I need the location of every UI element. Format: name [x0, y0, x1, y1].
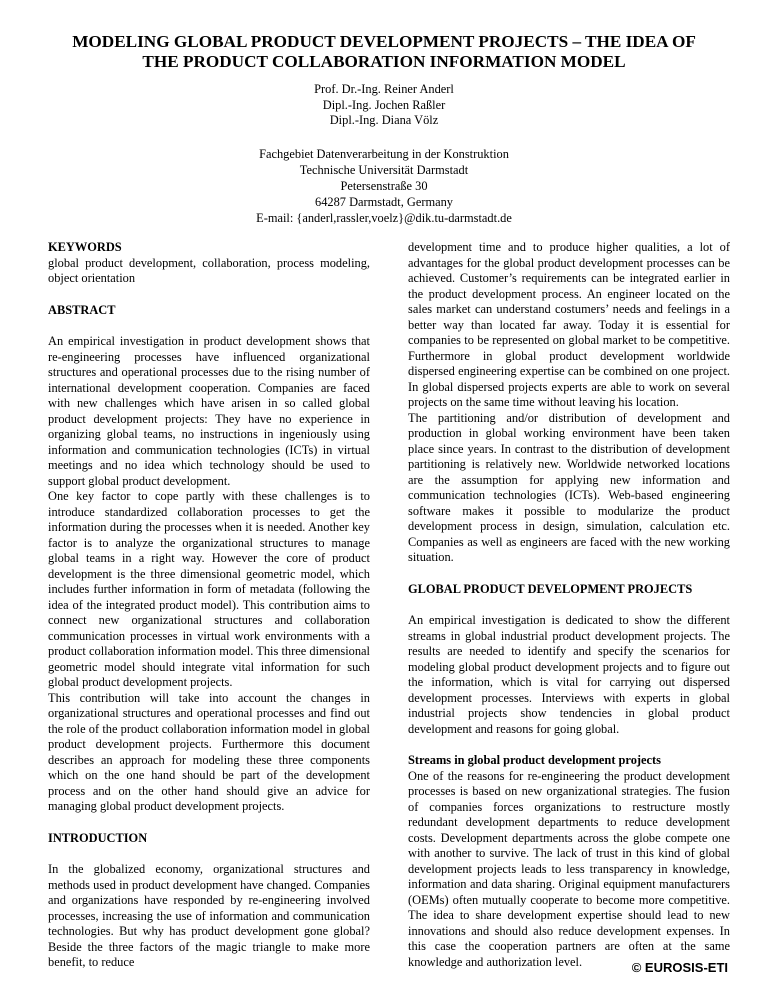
streams-subheading: Streams in global product development projects — [408, 753, 661, 767]
affiliation-dept: Fachgebiet Datenverarbeitung in der Konstruktion — [259, 147, 509, 161]
abstract-paragraph-1: An empirical investigation in product development shows that re-engineering processes have influenced organizational structures and operational processes due to the rising number of international development cooperation. Companies are faced with new challenges which have arisen in so called global product development projects: They have no experience in organizing global teams, no instructions in ingeniously using information and communication technologies (ICTs) in virtual meetings and no idea which technology should be used to support global product development. — [48, 334, 370, 488]
keywords-text: global product development, collaboration, process modeling, object orientation — [48, 255, 370, 285]
affiliation-email: E-mail: {anderl,rassler,voelz}@dik.tu-darmstadt.de — [256, 211, 512, 225]
abstract-paragraph-2: One key factor to cope partly with these challenges is to introduce standardized collaboration processes to get the information during the processes when it is needed. Another key factor is to analyze the organizational structures to manage global teams in a right way. However the core of product development is the three dimensional geometric model, which includes further information in form of metadata (following the idea of the integrated product model). This contribution aims to connect new organizational structures and collaboration communication processes in virtual work environments with a product collaboration information model. This three dimensional geometric model should integrate vital information for such global product development projects. — [48, 489, 370, 689]
author-1: Prof. Dr.-Ing. Reiner Anderl — [314, 82, 454, 96]
affiliation-city: 64287 Darmstadt, Germany — [315, 195, 453, 209]
introduction-paragraph-3: The partitioning and/or distribution of development and production in global working environment have been taken place since years. In contrast to the distribution of development partitioning is relatively new. Worldwide networked locations are the assumption for applying new information and communication technologies (ICTs). Web-based engineering software makes it possible to modularize the product development process in design, simulation, calculation etc. Companies as well as engineers are faced with the new working situation. — [408, 410, 730, 564]
gpdp-heading: GLOBAL PRODUCT DEVELOPMENT PROJECTS — [408, 581, 693, 596]
right-column — [408, 240, 730, 970]
affiliation-university: Technische Universität Darmstadt — [299, 163, 469, 177]
author-3: Dipl.-Ing. Diana Völz — [329, 113, 439, 127]
paper-title — [40, 32, 728, 72]
abstract-heading: ABSTRACT — [48, 302, 116, 317]
introduction-heading: INTRODUCTION — [48, 830, 148, 845]
keywords-heading: KEYWORDS — [48, 240, 122, 254]
title-line-1: MODELING GLOBAL PRODUCT DEVELOPMENT PROJECTS – THE IDEA OF — [72, 32, 696, 51]
copyright-footer: © EUROSIS-ETI — [631, 960, 728, 975]
introduction-paragraph-1: In the globalized economy, organizational structures and methods used in product development have changed. Companies and organizations have responded by re-engineering involved processes, increasing the use of information and communication technologies. But why has product development gone global? Beside the three factors of the magic triangle to make more benefit, to reduce — [48, 862, 370, 969]
affiliation-street: Petersenstraße 30 — [340, 179, 428, 193]
gpdp-paragraph-1: An empirical investigation is dedicated to show the different streams in global industrial product development projects. The results are needed to identify and specify the scenarios for modeling global product development projects and to figure out the information, which is vital for carrying out dispersed development processes. Interviews with experts in global industrial projects show tendencies in global product development and reasons for going global. — [408, 613, 730, 736]
left-column — [48, 240, 370, 971]
abstract-paragraph-3: This contribution will take into account the changes in organizational structures and operational processes and find out the role of the product collaboration information model in global product development projects. Furthermore this document describes an approach for modeling these three components which on the one hand should be part of the development process and on the other hand should give an advice for managing global product development projects. — [48, 690, 370, 813]
introduction-paragraph-2: development time and to produce higher qualities, a lot of advantages for the global product development processes can be achieved. Customer’s requirements can be integrated earlier in the product development process. An engineer located on the sales market can understand costumers’ needs and feelings in a better way than located far away. Today it is essential for companies to be represented on global market to be competitive. Furthermore in global product development worldwide dispersed engineering expertise can be combined on one project. In global dispersed projects experts are able to work on several projects on the same time without leaving his location. — [408, 240, 730, 409]
streams-paragraph-1: One of the reasons for re-engineering the product development processes is based on new organizational strategies. The fusion of companies forces organizations to restructure mostly redundant development departments to reduce development costs. Development departments across the globe compete one with another to survive. The lack of trust in this kind of global development projects leads to less transparency in knowledge, information and data sharing. Original equipment manufacturers (OEMs) often mutually cooperate to become more competitive. The idea to share development expertise should lead to new innovations and should also reduce development expenses. In this case the cooperation partners are often at the same knowledge and authorization level. — [408, 768, 730, 969]
affiliation-block — [100, 146, 668, 226]
author-2: Dipl.-Ing. Jochen Raßler — [322, 97, 446, 112]
title-line-2: THE PRODUCT COLLABORATION INFORMATION MODEL — [142, 52, 626, 71]
author-list — [100, 82, 668, 129]
